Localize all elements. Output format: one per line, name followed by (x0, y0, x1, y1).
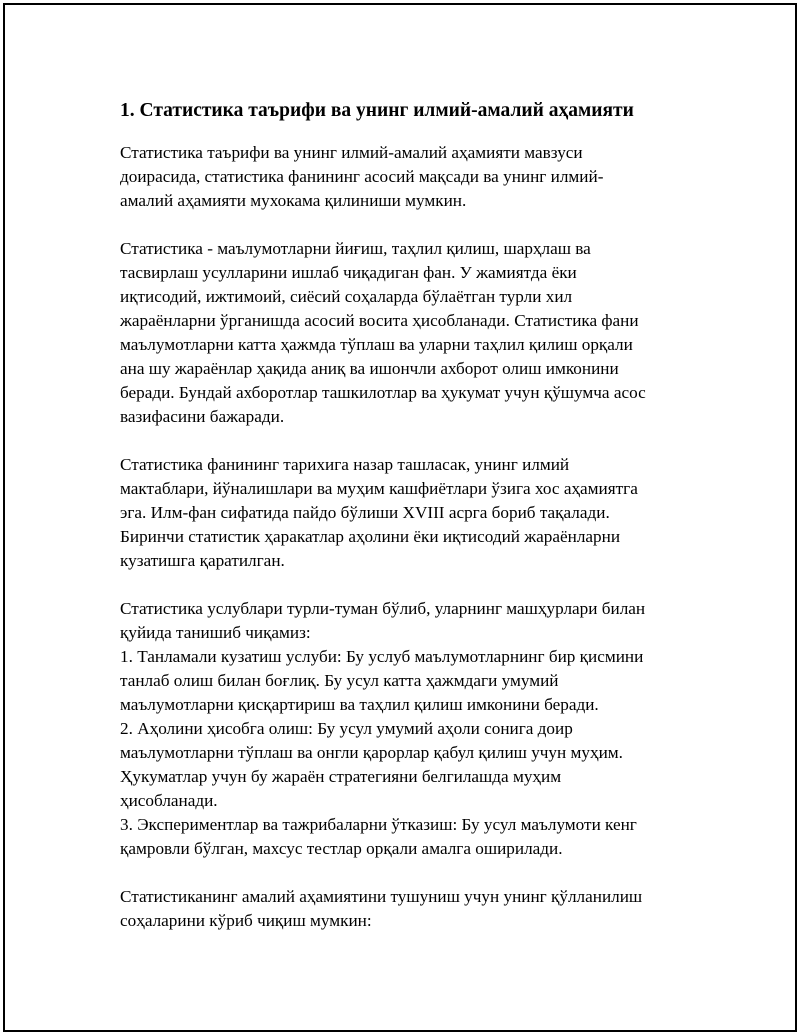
text-line: Статистиканинг амалий аҳамиятини тушуниш учун унинг қўлланилиш (120, 887, 643, 906)
text-line: маълумотларни катта ҳажмда тўплаш ва уларни таҳлил қилиш орқали (120, 335, 633, 354)
paragraph (120, 141, 695, 213)
text-line: ҳисобланади. (120, 791, 218, 810)
document-page (3, 3, 797, 1032)
document-body (120, 97, 695, 957)
text-line: қуйида танишиб чиқамиз: (120, 623, 311, 642)
text-line: вазифасини бажаради. (120, 407, 285, 426)
text-line: иқтисодий, ижтимоий, сиёсий соҳаларда бўлаётган турли хил (120, 287, 573, 306)
text-line: соҳаларини кўриб чиқиш мумкин: (120, 911, 372, 930)
text-line: Статистика фанининг тарихига назар ташласак, унинг илмий (120, 455, 570, 474)
text-line: танлаб олиш билан боғлиқ. Бу усул катта ҳажмдаги умумий (120, 671, 559, 690)
list-item-line: 2. Аҳолини ҳисобга олиш: Бу усул умумий аҳоли сонига доир (120, 719, 573, 738)
text-line: эга. Илм-фан сифатида пайдо бўлиши XVIII асрга бориб тақалади. (120, 503, 610, 522)
text-line: мактаблари, йўналишлари ва муҳим кашфиётлари ўзига хос аҳамиятга (120, 479, 638, 498)
paragraph (120, 885, 695, 933)
text-line: Биринчи статистик ҳаракатлар аҳолини ёки иқтисодий жараёнларни (120, 527, 621, 546)
text-line: Статистика услублари турли-туман бўлиб, уларнинг машҳурлари билан (120, 599, 646, 618)
text-line: тасвирлаш усулларини ишлаб чиқадиган фан. У жамиятда ёки (120, 263, 577, 282)
text-line: маълумотларни қисқартириш ва таҳлил қилиш имконини беради. (120, 695, 599, 714)
paragraph (120, 597, 695, 861)
text-line: Ҳукуматлар учун бу жараён стратегияни белгилашда муҳим (120, 767, 562, 786)
text-line: кузатишга қаратилган. (120, 551, 285, 570)
list-item-line: 1. Танламали кузатиш услуби: Бу услуб маълумотларнинг бир қисмини (120, 647, 644, 666)
text-line: Статистика - маълумотларни йиғиш, таҳлил қилиш, шарҳлаш ва (120, 239, 591, 258)
section-title: 1. Статистика таърифи ва унинг илмий-амалий аҳамияти (120, 100, 634, 121)
list-item-line: 3. Экспериментлар ва тажрибаларни ўтказиш: Бу усул маълумоти кенг (120, 815, 637, 834)
text-line: жараёнларни ўрганишда асосий восита ҳисобланади. Статистика фани (120, 311, 639, 330)
text-line: амалий аҳамияти мухокама қилиниши мумкин. (120, 191, 467, 210)
paragraph (120, 237, 695, 429)
text-line: Статистика таърифи ва унинг илмий-амалий аҳамияти мавзуси (120, 143, 583, 162)
text-line: қамровли бўлган, махсус тестлар орқали амалга оширилади. (120, 839, 563, 858)
text-line: маълумотларни тўплаш ва онгли қарорлар қабул қилиш учун муҳим. (120, 743, 623, 762)
text-line: ана шу жараёнлар ҳақида аниқ ва ишончли ахборот олиш имконини (120, 359, 619, 378)
text-line: доирасида, статистика фанининг асосий мақсади ва унинг илмий- (120, 167, 604, 186)
text-line: беради. Бундай ахборотлар ташкилотлар ва ҳукумат учун қўшумча асос (120, 383, 646, 402)
paragraph (120, 453, 695, 573)
